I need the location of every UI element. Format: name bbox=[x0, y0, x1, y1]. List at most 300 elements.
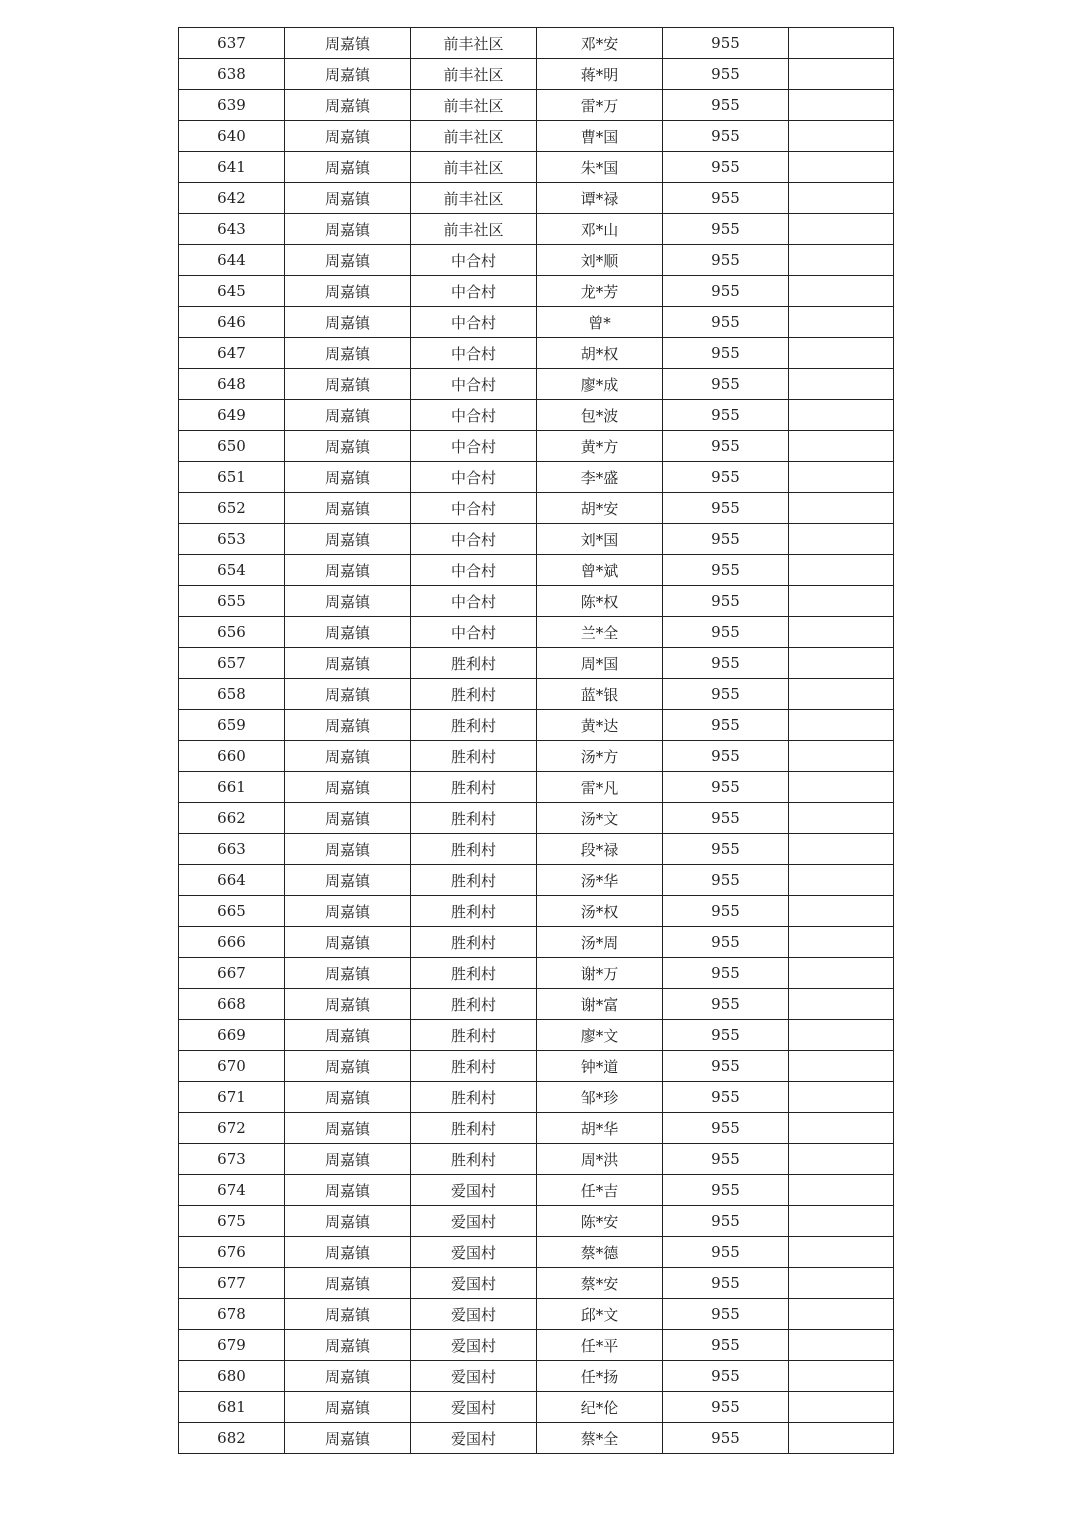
name-cell: 刘*顺 bbox=[537, 245, 663, 276]
row-number-cell: 658 bbox=[179, 679, 285, 710]
village-cell: 中合村 bbox=[411, 462, 537, 493]
amount-cell: 955 bbox=[663, 772, 789, 803]
village-cell: 胜利村 bbox=[411, 1144, 537, 1175]
note-cell bbox=[789, 834, 894, 865]
note-cell bbox=[789, 28, 894, 59]
name-cell: 兰*全 bbox=[537, 617, 663, 648]
village-cell: 胜利村 bbox=[411, 1020, 537, 1051]
note-cell bbox=[789, 1392, 894, 1423]
table-row bbox=[179, 710, 894, 741]
village-cell: 中合村 bbox=[411, 617, 537, 648]
town-cell: 周嘉镇 bbox=[285, 1299, 411, 1330]
row-number-cell: 661 bbox=[179, 772, 285, 803]
town-cell: 周嘉镇 bbox=[285, 679, 411, 710]
village-cell: 爱国村 bbox=[411, 1268, 537, 1299]
name-cell: 廖*成 bbox=[537, 369, 663, 400]
amount-cell: 955 bbox=[663, 927, 789, 958]
town-cell: 周嘉镇 bbox=[285, 989, 411, 1020]
table-row bbox=[179, 1299, 894, 1330]
table-row bbox=[179, 400, 894, 431]
row-number-cell: 649 bbox=[179, 400, 285, 431]
village-cell: 胜利村 bbox=[411, 710, 537, 741]
amount-cell: 955 bbox=[663, 1330, 789, 1361]
row-number-cell: 651 bbox=[179, 462, 285, 493]
table-row bbox=[179, 431, 894, 462]
row-number-cell: 679 bbox=[179, 1330, 285, 1361]
amount-cell: 955 bbox=[663, 648, 789, 679]
row-number-cell: 645 bbox=[179, 276, 285, 307]
village-cell: 中合村 bbox=[411, 307, 537, 338]
note-cell bbox=[789, 400, 894, 431]
name-cell: 雷*万 bbox=[537, 90, 663, 121]
name-cell: 龙*芳 bbox=[537, 276, 663, 307]
table-row bbox=[179, 834, 894, 865]
name-cell: 黄*方 bbox=[537, 431, 663, 462]
village-cell: 前丰社区 bbox=[411, 121, 537, 152]
row-number-cell: 664 bbox=[179, 865, 285, 896]
table-row bbox=[179, 1113, 894, 1144]
name-cell: 胡*华 bbox=[537, 1113, 663, 1144]
note-cell bbox=[789, 1175, 894, 1206]
town-cell: 周嘉镇 bbox=[285, 400, 411, 431]
table-row bbox=[179, 865, 894, 896]
table-row bbox=[179, 183, 894, 214]
table-row bbox=[179, 989, 894, 1020]
row-number-cell: 646 bbox=[179, 307, 285, 338]
note-cell bbox=[789, 183, 894, 214]
row-number-cell: 657 bbox=[179, 648, 285, 679]
row-number-cell: 659 bbox=[179, 710, 285, 741]
table-row bbox=[179, 1020, 894, 1051]
amount-cell: 955 bbox=[663, 493, 789, 524]
row-number-cell: 642 bbox=[179, 183, 285, 214]
note-cell bbox=[789, 1268, 894, 1299]
amount-cell: 955 bbox=[663, 617, 789, 648]
name-cell: 纪*伦 bbox=[537, 1392, 663, 1423]
amount-cell: 955 bbox=[663, 524, 789, 555]
name-cell: 周*洪 bbox=[537, 1144, 663, 1175]
amount-cell: 955 bbox=[663, 555, 789, 586]
village-cell: 爱国村 bbox=[411, 1330, 537, 1361]
town-cell: 周嘉镇 bbox=[285, 1175, 411, 1206]
table-row bbox=[179, 1144, 894, 1175]
note-cell bbox=[789, 276, 894, 307]
row-number-cell: 676 bbox=[179, 1237, 285, 1268]
table-row bbox=[179, 927, 894, 958]
row-number-cell: 644 bbox=[179, 245, 285, 276]
table-row bbox=[179, 1206, 894, 1237]
village-cell: 胜利村 bbox=[411, 1051, 537, 1082]
name-cell: 汤*权 bbox=[537, 896, 663, 927]
note-cell bbox=[789, 586, 894, 617]
name-cell: 雷*凡 bbox=[537, 772, 663, 803]
village-cell: 胜利村 bbox=[411, 865, 537, 896]
village-cell: 爱国村 bbox=[411, 1206, 537, 1237]
town-cell: 周嘉镇 bbox=[285, 927, 411, 958]
row-number-cell: 678 bbox=[179, 1299, 285, 1330]
town-cell: 周嘉镇 bbox=[285, 865, 411, 896]
note-cell bbox=[789, 1082, 894, 1113]
note-cell bbox=[789, 90, 894, 121]
amount-cell: 955 bbox=[663, 1268, 789, 1299]
village-cell: 前丰社区 bbox=[411, 214, 537, 245]
town-cell: 周嘉镇 bbox=[285, 183, 411, 214]
name-cell: 陈*安 bbox=[537, 1206, 663, 1237]
town-cell: 周嘉镇 bbox=[285, 1361, 411, 1392]
row-number-cell: 652 bbox=[179, 493, 285, 524]
village-cell: 胜利村 bbox=[411, 648, 537, 679]
row-number-cell: 641 bbox=[179, 152, 285, 183]
village-cell: 前丰社区 bbox=[411, 90, 537, 121]
table-row bbox=[179, 1268, 894, 1299]
name-cell: 蓝*银 bbox=[537, 679, 663, 710]
amount-cell: 955 bbox=[663, 865, 789, 896]
table-row bbox=[179, 524, 894, 555]
town-cell: 周嘉镇 bbox=[285, 1330, 411, 1361]
amount-cell: 955 bbox=[663, 710, 789, 741]
amount-cell: 955 bbox=[663, 803, 789, 834]
amount-cell: 955 bbox=[663, 1082, 789, 1113]
name-cell: 汤*周 bbox=[537, 927, 663, 958]
town-cell: 周嘉镇 bbox=[285, 741, 411, 772]
table-row bbox=[179, 1082, 894, 1113]
row-number-cell: 667 bbox=[179, 958, 285, 989]
row-number-cell: 663 bbox=[179, 834, 285, 865]
name-cell: 朱*国 bbox=[537, 152, 663, 183]
town-cell: 周嘉镇 bbox=[285, 1051, 411, 1082]
name-cell: 任*平 bbox=[537, 1330, 663, 1361]
row-number-cell: 650 bbox=[179, 431, 285, 462]
amount-cell: 955 bbox=[663, 400, 789, 431]
table-row bbox=[179, 245, 894, 276]
name-cell: 陈*权 bbox=[537, 586, 663, 617]
town-cell: 周嘉镇 bbox=[285, 710, 411, 741]
name-cell: 邱*文 bbox=[537, 1299, 663, 1330]
note-cell bbox=[789, 555, 894, 586]
amount-cell: 955 bbox=[663, 1237, 789, 1268]
row-number-cell: 680 bbox=[179, 1361, 285, 1392]
village-cell: 爱国村 bbox=[411, 1237, 537, 1268]
town-cell: 周嘉镇 bbox=[285, 369, 411, 400]
town-cell: 周嘉镇 bbox=[285, 214, 411, 245]
name-cell: 蒋*明 bbox=[537, 59, 663, 90]
village-cell: 爱国村 bbox=[411, 1423, 537, 1454]
town-cell: 周嘉镇 bbox=[285, 524, 411, 555]
name-cell: 汤*华 bbox=[537, 865, 663, 896]
note-cell bbox=[789, 679, 894, 710]
note-cell bbox=[789, 958, 894, 989]
row-number-cell: 638 bbox=[179, 59, 285, 90]
note-cell bbox=[789, 1020, 894, 1051]
note-cell bbox=[789, 989, 894, 1020]
table-row bbox=[179, 59, 894, 90]
name-cell: 任*吉 bbox=[537, 1175, 663, 1206]
table-row bbox=[179, 462, 894, 493]
row-number-cell: 643 bbox=[179, 214, 285, 245]
amount-cell: 955 bbox=[663, 245, 789, 276]
row-number-cell: 654 bbox=[179, 555, 285, 586]
village-cell: 前丰社区 bbox=[411, 28, 537, 59]
note-cell bbox=[789, 1206, 894, 1237]
town-cell: 周嘉镇 bbox=[285, 90, 411, 121]
table-row bbox=[179, 803, 894, 834]
note-cell bbox=[789, 214, 894, 245]
amount-cell: 955 bbox=[663, 431, 789, 462]
name-cell: 周*国 bbox=[537, 648, 663, 679]
town-cell: 周嘉镇 bbox=[285, 245, 411, 276]
row-number-cell: 665 bbox=[179, 896, 285, 927]
table-row bbox=[179, 1423, 894, 1454]
amount-cell: 955 bbox=[663, 679, 789, 710]
name-cell: 段*禄 bbox=[537, 834, 663, 865]
table-row bbox=[179, 121, 894, 152]
amount-cell: 955 bbox=[663, 90, 789, 121]
name-cell: 谭*禄 bbox=[537, 183, 663, 214]
note-cell bbox=[789, 1330, 894, 1361]
row-number-cell: 653 bbox=[179, 524, 285, 555]
village-cell: 胜利村 bbox=[411, 679, 537, 710]
table-row bbox=[179, 679, 894, 710]
table-row bbox=[179, 648, 894, 679]
town-cell: 周嘉镇 bbox=[285, 1268, 411, 1299]
name-cell: 刘*国 bbox=[537, 524, 663, 555]
name-cell: 黄*达 bbox=[537, 710, 663, 741]
village-cell: 爱国村 bbox=[411, 1361, 537, 1392]
name-cell: 曾*斌 bbox=[537, 555, 663, 586]
town-cell: 周嘉镇 bbox=[285, 617, 411, 648]
note-cell bbox=[789, 152, 894, 183]
amount-cell: 955 bbox=[663, 28, 789, 59]
name-cell: 汤*文 bbox=[537, 803, 663, 834]
row-number-cell: 668 bbox=[179, 989, 285, 1020]
note-cell bbox=[789, 245, 894, 276]
village-cell: 中合村 bbox=[411, 245, 537, 276]
town-cell: 周嘉镇 bbox=[285, 586, 411, 617]
note-cell bbox=[789, 648, 894, 679]
row-number-cell: 674 bbox=[179, 1175, 285, 1206]
table-row bbox=[179, 1392, 894, 1423]
row-number-cell: 662 bbox=[179, 803, 285, 834]
town-cell: 周嘉镇 bbox=[285, 555, 411, 586]
table-row bbox=[179, 1361, 894, 1392]
note-cell bbox=[789, 493, 894, 524]
town-cell: 周嘉镇 bbox=[285, 958, 411, 989]
table-row bbox=[179, 307, 894, 338]
town-cell: 周嘉镇 bbox=[285, 896, 411, 927]
village-cell: 胜利村 bbox=[411, 989, 537, 1020]
town-cell: 周嘉镇 bbox=[285, 834, 411, 865]
table-row bbox=[179, 152, 894, 183]
row-number-cell: 673 bbox=[179, 1144, 285, 1175]
row-number-cell: 666 bbox=[179, 927, 285, 958]
name-cell: 任*扬 bbox=[537, 1361, 663, 1392]
amount-cell: 955 bbox=[663, 958, 789, 989]
note-cell bbox=[789, 1144, 894, 1175]
note-cell bbox=[789, 927, 894, 958]
table-row bbox=[179, 369, 894, 400]
name-cell: 邓*山 bbox=[537, 214, 663, 245]
village-cell: 胜利村 bbox=[411, 896, 537, 927]
amount-cell: 955 bbox=[663, 307, 789, 338]
table-row bbox=[179, 90, 894, 121]
row-number-cell: 672 bbox=[179, 1113, 285, 1144]
amount-cell: 955 bbox=[663, 896, 789, 927]
amount-cell: 955 bbox=[663, 1175, 789, 1206]
name-cell: 曾* bbox=[537, 307, 663, 338]
village-cell: 胜利村 bbox=[411, 741, 537, 772]
note-cell bbox=[789, 865, 894, 896]
table-row bbox=[179, 214, 894, 245]
note-cell bbox=[789, 1361, 894, 1392]
note-cell bbox=[789, 307, 894, 338]
amount-cell: 955 bbox=[663, 214, 789, 245]
note-cell bbox=[789, 1051, 894, 1082]
town-cell: 周嘉镇 bbox=[285, 276, 411, 307]
table-row bbox=[179, 741, 894, 772]
table-row bbox=[179, 338, 894, 369]
town-cell: 周嘉镇 bbox=[285, 1020, 411, 1051]
amount-cell: 955 bbox=[663, 1361, 789, 1392]
subsidy-table bbox=[178, 27, 894, 1454]
village-cell: 胜利村 bbox=[411, 958, 537, 989]
note-cell bbox=[789, 524, 894, 555]
note-cell bbox=[789, 431, 894, 462]
village-cell: 中合村 bbox=[411, 276, 537, 307]
row-number-cell: 670 bbox=[179, 1051, 285, 1082]
table-row bbox=[179, 772, 894, 803]
row-number-cell: 660 bbox=[179, 741, 285, 772]
amount-cell: 955 bbox=[663, 1051, 789, 1082]
table-row bbox=[179, 28, 894, 59]
village-cell: 胜利村 bbox=[411, 834, 537, 865]
note-cell bbox=[789, 803, 894, 834]
village-cell: 爱国村 bbox=[411, 1392, 537, 1423]
note-cell bbox=[789, 121, 894, 152]
town-cell: 周嘉镇 bbox=[285, 1206, 411, 1237]
amount-cell: 955 bbox=[663, 369, 789, 400]
amount-cell: 955 bbox=[663, 152, 789, 183]
amount-cell: 955 bbox=[663, 586, 789, 617]
amount-cell: 955 bbox=[663, 1113, 789, 1144]
table-body bbox=[179, 28, 894, 1454]
amount-cell: 955 bbox=[663, 276, 789, 307]
amount-cell: 955 bbox=[663, 1392, 789, 1423]
amount-cell: 955 bbox=[663, 1020, 789, 1051]
town-cell: 周嘉镇 bbox=[285, 493, 411, 524]
amount-cell: 955 bbox=[663, 834, 789, 865]
town-cell: 周嘉镇 bbox=[285, 1144, 411, 1175]
note-cell bbox=[789, 741, 894, 772]
name-cell: 廖*文 bbox=[537, 1020, 663, 1051]
name-cell: 谢*万 bbox=[537, 958, 663, 989]
town-cell: 周嘉镇 bbox=[285, 28, 411, 59]
note-cell bbox=[789, 617, 894, 648]
town-cell: 周嘉镇 bbox=[285, 772, 411, 803]
note-cell bbox=[789, 1299, 894, 1330]
town-cell: 周嘉镇 bbox=[285, 803, 411, 834]
village-cell: 中合村 bbox=[411, 555, 537, 586]
name-cell: 汤*方 bbox=[537, 741, 663, 772]
town-cell: 周嘉镇 bbox=[285, 1392, 411, 1423]
village-cell: 胜利村 bbox=[411, 1113, 537, 1144]
document-page bbox=[178, 27, 894, 1454]
name-cell: 蔡*德 bbox=[537, 1237, 663, 1268]
village-cell: 中合村 bbox=[411, 586, 537, 617]
table-row bbox=[179, 493, 894, 524]
village-cell: 前丰社区 bbox=[411, 152, 537, 183]
village-cell: 中合村 bbox=[411, 431, 537, 462]
amount-cell: 955 bbox=[663, 1299, 789, 1330]
village-cell: 爱国村 bbox=[411, 1175, 537, 1206]
town-cell: 周嘉镇 bbox=[285, 648, 411, 679]
town-cell: 周嘉镇 bbox=[285, 59, 411, 90]
village-cell: 中合村 bbox=[411, 369, 537, 400]
table-row bbox=[179, 276, 894, 307]
town-cell: 周嘉镇 bbox=[285, 462, 411, 493]
row-number-cell: 647 bbox=[179, 338, 285, 369]
name-cell: 邓*安 bbox=[537, 28, 663, 59]
row-number-cell: 675 bbox=[179, 1206, 285, 1237]
village-cell: 中合村 bbox=[411, 493, 537, 524]
town-cell: 周嘉镇 bbox=[285, 1423, 411, 1454]
town-cell: 周嘉镇 bbox=[285, 121, 411, 152]
amount-cell: 955 bbox=[663, 1423, 789, 1454]
table-row bbox=[179, 586, 894, 617]
row-number-cell: 637 bbox=[179, 28, 285, 59]
village-cell: 前丰社区 bbox=[411, 59, 537, 90]
table-row bbox=[179, 1237, 894, 1268]
table-row bbox=[179, 555, 894, 586]
note-cell bbox=[789, 710, 894, 741]
note-cell bbox=[789, 1423, 894, 1454]
town-cell: 周嘉镇 bbox=[285, 1113, 411, 1144]
village-cell: 胜利村 bbox=[411, 927, 537, 958]
note-cell bbox=[789, 59, 894, 90]
name-cell: 胡*安 bbox=[537, 493, 663, 524]
row-number-cell: 669 bbox=[179, 1020, 285, 1051]
note-cell bbox=[789, 1113, 894, 1144]
note-cell bbox=[789, 1237, 894, 1268]
row-number-cell: 682 bbox=[179, 1423, 285, 1454]
amount-cell: 955 bbox=[663, 121, 789, 152]
row-number-cell: 677 bbox=[179, 1268, 285, 1299]
table-row bbox=[179, 958, 894, 989]
table-row bbox=[179, 1330, 894, 1361]
name-cell: 蔡*全 bbox=[537, 1423, 663, 1454]
row-number-cell: 648 bbox=[179, 369, 285, 400]
name-cell: 胡*权 bbox=[537, 338, 663, 369]
name-cell: 蔡*安 bbox=[537, 1268, 663, 1299]
note-cell bbox=[789, 369, 894, 400]
table-row bbox=[179, 896, 894, 927]
name-cell: 邹*珍 bbox=[537, 1082, 663, 1113]
note-cell bbox=[789, 896, 894, 927]
name-cell: 包*波 bbox=[537, 400, 663, 431]
row-number-cell: 671 bbox=[179, 1082, 285, 1113]
town-cell: 周嘉镇 bbox=[285, 307, 411, 338]
row-number-cell: 681 bbox=[179, 1392, 285, 1423]
name-cell: 钟*道 bbox=[537, 1051, 663, 1082]
amount-cell: 955 bbox=[663, 59, 789, 90]
town-cell: 周嘉镇 bbox=[285, 431, 411, 462]
town-cell: 周嘉镇 bbox=[285, 1237, 411, 1268]
amount-cell: 955 bbox=[663, 1144, 789, 1175]
note-cell bbox=[789, 338, 894, 369]
village-cell: 爱国村 bbox=[411, 1299, 537, 1330]
name-cell: 李*盛 bbox=[537, 462, 663, 493]
amount-cell: 955 bbox=[663, 183, 789, 214]
table-row bbox=[179, 617, 894, 648]
